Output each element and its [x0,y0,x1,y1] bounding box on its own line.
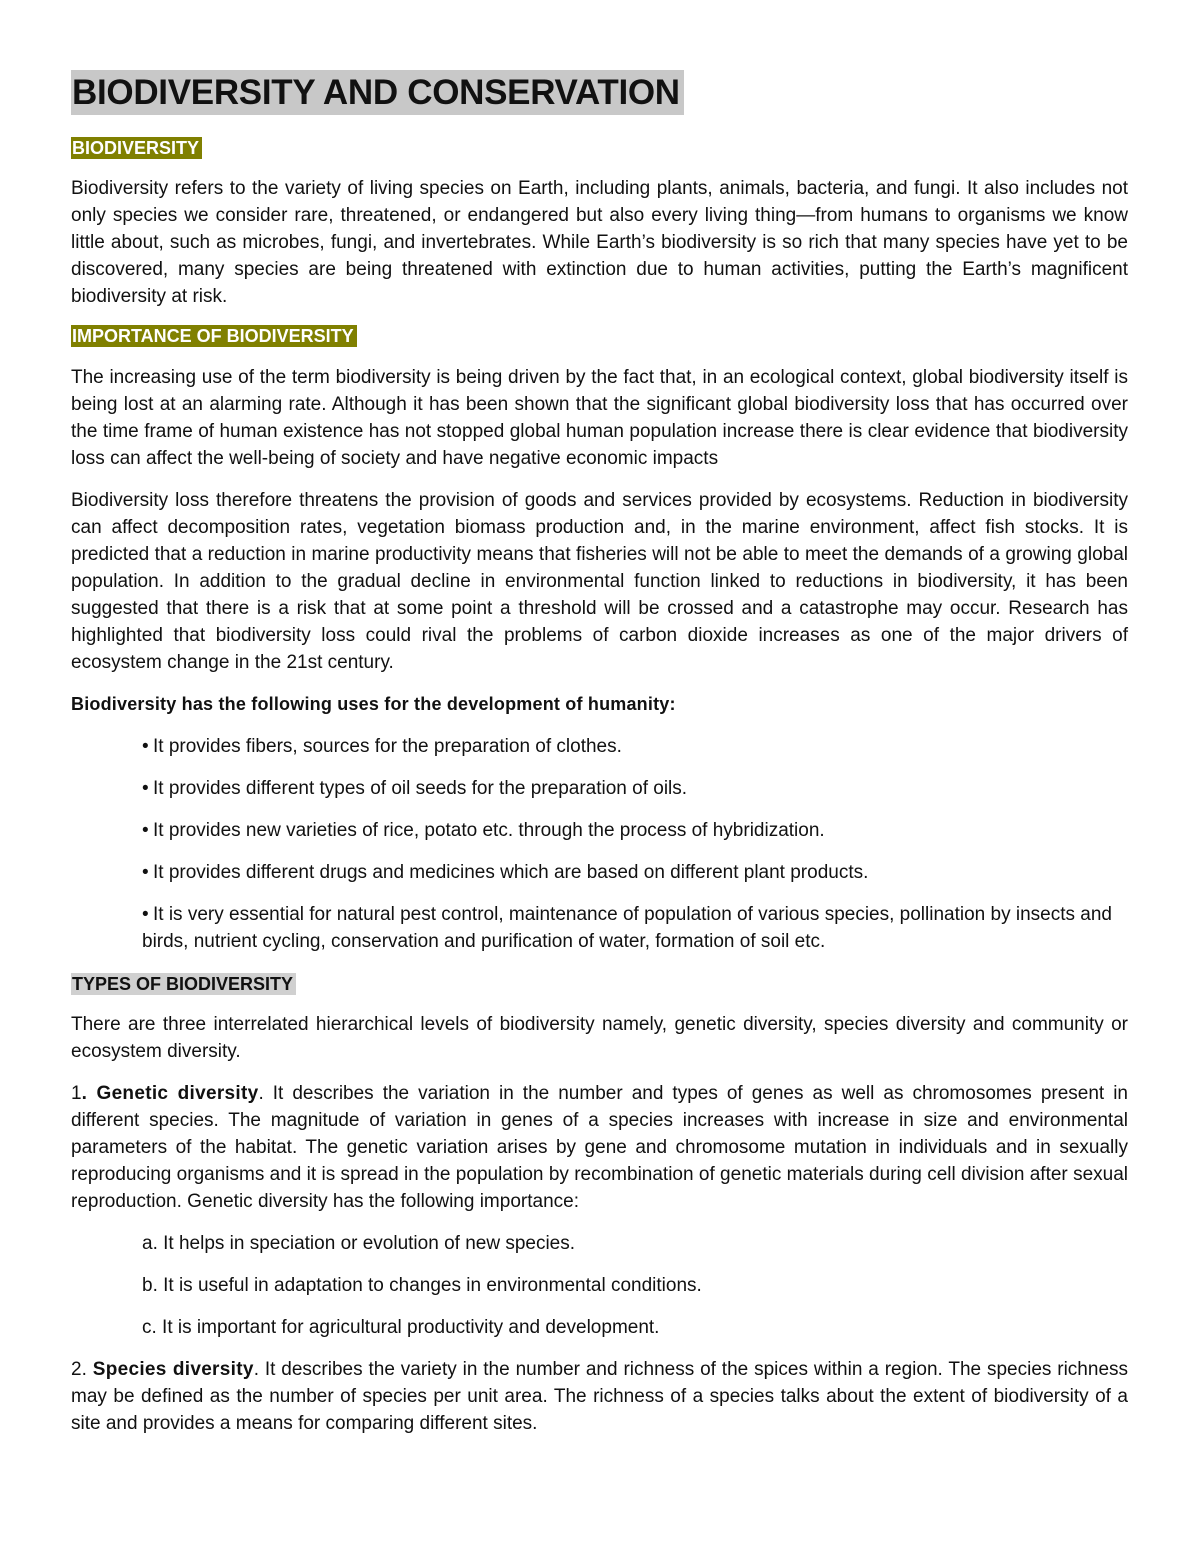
list-item [142,775,1128,802]
species-diversity-term: Species diversity [92,1359,254,1380]
bullet-mark: • [142,904,149,925]
types-heading-wrap [71,973,1128,995]
list-item [142,733,1128,760]
list-item [142,817,1128,844]
importance-paragraph-2: Biodiversity loss therefore threatens the provision of goods and services provided by ecosystems. Reduction in biodiversity can affect decomposition rates, vegetation biomass production and, in the marine environment, affect fish stocks. It is predicted that a reduction in marine productivity means that fisheries will not be able to meet the demands of a growing global population. In addition to the gradual decline in environmental function linked to reductions in biodiversity, it has been suggested that there is a risk that at some point a threshold will be crossed and a catastrophe may occur. Research has highlighted that biodiversity loss could rival the problems of carbon dioxide increases as one of the major drivers of ecosystem change in the 21st century. [71,490,1128,673]
list-item: c. It is important for agricultural productivity and development. [142,1317,660,1338]
genetic-diversity-term: . Genetic diversity [81,1083,259,1104]
genetic-diversity-paragraph [71,1080,1128,1215]
importance-heading-wrap [71,325,1128,347]
bullet-mark: • [142,820,149,841]
genetic-diversity-text: . It describes the variation in the number and types of genes as well as chromosomes present in different species. The magnitude of variation in genes of a species increases with increase in size and environmental parameters of the habitat. The genetic variation arises by gene and chromosome mutation in individuals and in sexually reproducing organisms and it is spread in the population by recombination of genetic materials during cell division after sexual reproduction. Genetic diversity has the following importance: [71,1083,1129,1212]
species-diversity-paragraph [71,1356,1128,1437]
biodiversity-heading-wrap [71,137,1128,159]
bullet-mark: • [142,778,149,799]
section-heading-importance: IMPORTANCE OF BIODIVERSITY [71,325,357,347]
list-item-text: It provides different drugs and medicines which are based on different plant products. [153,862,869,883]
species-diversity-text: . It describes the variety in the number and richness of the spices within a region. The species richness may be defined as the number of species per unit area. The richness of a species talks about the extent of biodiversity of a site and provides a means for comparing different sites. [71,1359,1129,1434]
bullet-mark: • [142,736,149,757]
list-item-text: It provides different types of oil seeds for the preparation of oils. [153,778,688,799]
list-item-text: It provides new varieties of rice, potato etc. through the process of hybridization. [153,820,825,841]
list-item [142,901,1128,955]
types-intro-paragraph: There are three interrelated hierarchical levels of biodiversity namely, genetic diversity, species diversity and community or ecosystem diversity. [71,1014,1128,1062]
section-heading-biodiversity: BIODIVERSITY [71,137,202,159]
list-item [142,859,1128,886]
list-item: b. It is useful in adaptation to changes in environmental conditions. [142,1275,702,1296]
list-item-text: It is very essential for natural pest control, maintenance of population of various species, pollination by insects and birds, nutrient cycling, conservation and purification of water, formation of soil etc. [142,904,1112,952]
genetic-diversity-number: 1 [71,1083,82,1104]
bullet-mark: • [142,862,149,883]
uses-heading: Biodiversity has the following uses for the development of humanity: [71,694,676,714]
list-item-text: It provides fibers, sources for the preparation of clothes. [153,736,622,757]
species-diversity-number: 2. [71,1359,93,1380]
uses-list [71,733,1128,955]
biodiversity-paragraph: Biodiversity refers to the variety of living species on Earth, including plants, animals, bacteria, and fungi. It also includes not only species we consider rare, threatened, or endangered but also every living thing—from humans to organisms we know little about, such as microbes, fungi, and invertebrates. While Earth’s biodiversity is so rich that many species have yet to be discovered, many species are being threatened with extinction due to human activities, putting the Earth’s magnificent biodiversity at risk. [71,178,1128,307]
genetic-importance-list [71,1230,1128,1341]
importance-paragraph-1: The increasing use of the term biodiversity is being driven by the fact that, in an ecological context, global biodiversity itself is being lost at an alarming rate. Although it has been shown that the significant global biodiversity loss that has occurred over the time frame of human existence has not stopped global human population increase there is clear evidence that biodiversity loss can affect the well-being of society and have negative economic impacts [71,367,1128,469]
section-heading-types: TYPES OF BIODIVERSITY [71,973,296,995]
document-title: BIODIVERSITY AND CONSERVATION [71,70,684,115]
list-item: a. It helps in speciation or evolution of new species. [142,1233,576,1254]
